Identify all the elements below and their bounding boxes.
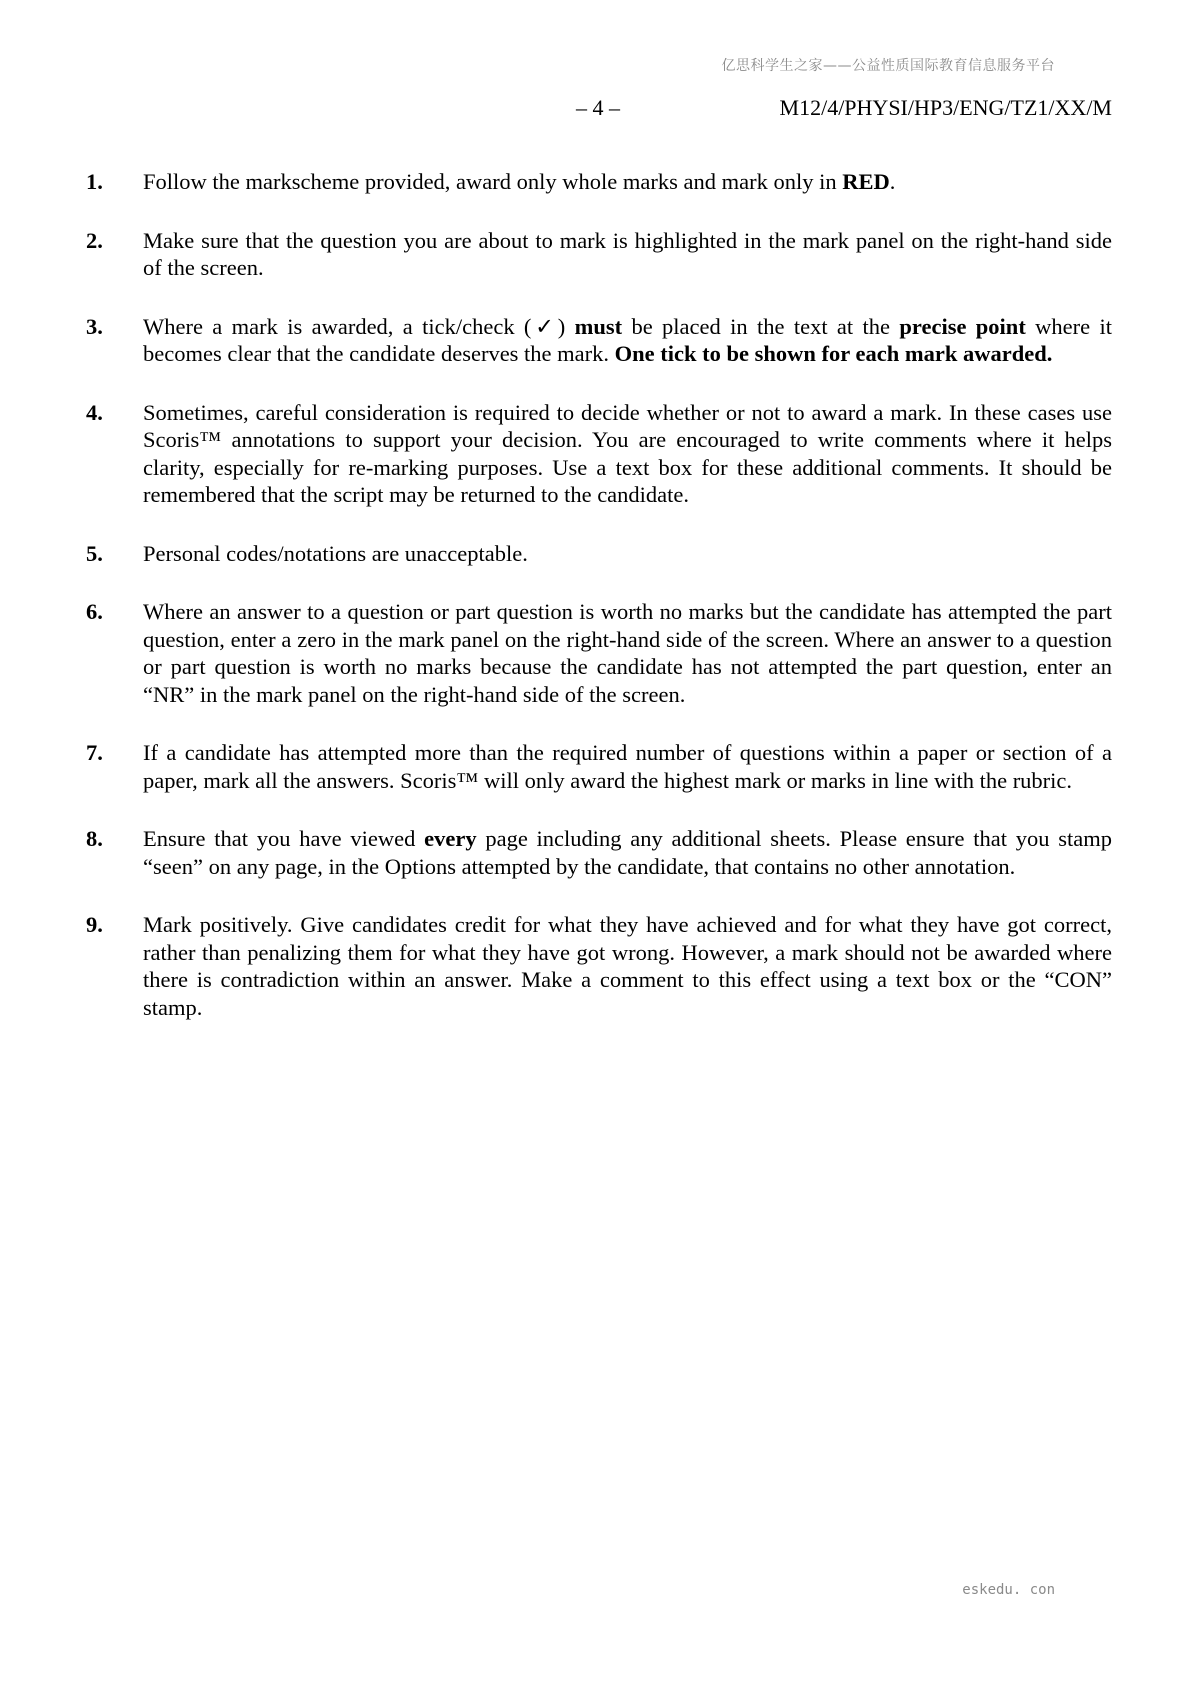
marking-instructions-list	[86, 168, 1112, 1021]
instruction-number: 1.	[86, 169, 103, 194]
instruction-text	[143, 825, 1112, 880]
instruction-number: 2.	[86, 227, 103, 253]
instruction-text	[143, 399, 1112, 509]
instruction-segment: Where an answer to a question or part question is worth no marks but the candidate has attempted the part question, enter a zero in the mark panel on the right-hand side of the screen. Where an answer to a question or part question is worth no marks because the candidate has not attempted the part question, enter an “NR” in the mark panel on the right-hand side of the screen.	[143, 599, 1112, 707]
page-number: – 4 –	[576, 95, 620, 120]
instruction-text	[143, 598, 1112, 708]
instruction-text	[143, 168, 1112, 196]
instruction-number: 3.	[86, 313, 103, 339]
watermark-top-text: 亿思科学生之家——公益性质国际教育信息服务平台	[721, 58, 1055, 74]
instruction-item	[86, 168, 1112, 196]
instruction-text	[143, 540, 1112, 568]
instruction-item	[86, 540, 1112, 568]
paper-code: M12/4/PHYSI/HP3/ENG/TZ1/XX/M	[779, 95, 1112, 120]
instruction-segment: Follow the markscheme provided, award only whole marks and mark only in	[143, 169, 843, 194]
instruction-number: 6.	[86, 599, 103, 624]
instruction-segment: where it becomes clear that the candidate deserves the mark.	[143, 313, 1113, 366]
watermark-bottom-text: eskedu. con	[962, 1582, 1055, 1598]
instruction-item	[86, 911, 1112, 1021]
instruction-segment: page including any additional sheets. Please ensure that you stamp “seen” on any page, in the Options attempted by the candidate, that contains no other annotation.	[143, 826, 1112, 879]
instruction-emphasis: One tick to be shown for each mark awarded.	[614, 341, 1053, 366]
instruction-item	[86, 598, 1112, 708]
instruction-segment: Mark positively. Give candidates credit for what they have achieved and for what they have got correct, rather than penalizing them for what they have got wrong. However, a mark should not be awarded where there is contradiction within an answer. Make a comment to this effect using a text box or the “CON” stamp.	[143, 912, 1112, 1020]
instruction-emphasis: every	[424, 826, 477, 851]
instruction-segment: Make sure that the question you are about to mark is highlighted in the mark panel on the right-hand side of the screen.	[143, 227, 1112, 280]
instruction-segment: .	[889, 169, 896, 194]
instruction-item	[86, 313, 1112, 368]
instruction-number: 9.	[86, 912, 103, 937]
instruction-segment: Where a mark is awarded, a tick/check (✓)	[143, 313, 575, 339]
instruction-number: 8.	[86, 826, 103, 851]
instruction-item	[86, 825, 1112, 880]
instruction-number: 4.	[86, 399, 103, 425]
instruction-text	[143, 227, 1112, 282]
instruction-segment: If a candidate has attempted more than the required number of questions within a paper or section of a paper, mark all the answers. Scoris™ will only award the highest mark or marks in line with the rubric.	[143, 740, 1112, 793]
instruction-emphasis: must	[574, 313, 623, 339]
instruction-segment: Personal codes/notations are unacceptable.	[143, 540, 528, 566]
instruction-number: 5.	[86, 540, 103, 566]
instruction-item	[86, 739, 1112, 794]
instruction-number: 7.	[86, 740, 103, 765]
instruction-segment: Ensure that you have viewed	[143, 826, 425, 851]
instruction-text	[143, 911, 1112, 1021]
instruction-emphasis: precise point	[899, 313, 1026, 339]
instruction-segment: be placed in the text at the	[622, 313, 900, 339]
instruction-segment: Sometimes, careful consideration is required to decide whether or not to award a mark. In these cases use Scoris™ annotations to support your decision. You are encouraged to write comments where it helps clarity, especially for re-marking purposes. Use a text box for these additional comments. It should be remembered that the script may be returned to the candidate.	[143, 399, 1112, 507]
instruction-item	[86, 399, 1112, 509]
instruction-text	[143, 313, 1112, 368]
instruction-item	[86, 227, 1112, 282]
page-header	[0, 95, 1191, 125]
instruction-text	[143, 739, 1112, 794]
instruction-emphasis: RED	[842, 169, 890, 194]
